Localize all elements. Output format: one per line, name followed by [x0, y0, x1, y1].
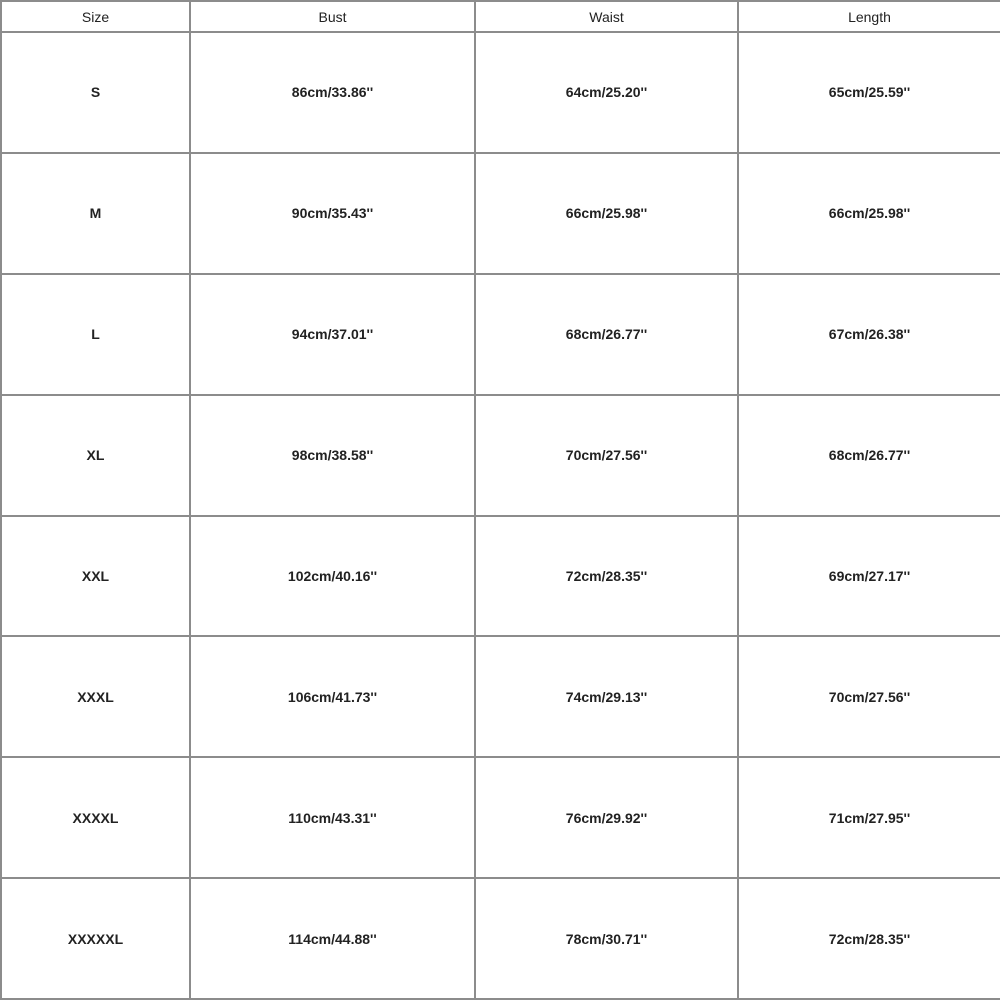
header-waist: Waist	[475, 1, 738, 32]
size-cell: M	[1, 153, 190, 274]
bust-cell: 94cm/37.01''	[190, 274, 475, 395]
length-cell: 71cm/27.95''	[738, 757, 1000, 878]
table-row	[1, 274, 1000, 395]
table-row	[1, 395, 1000, 516]
size-cell: XL	[1, 395, 190, 516]
waist-cell: 68cm/26.77''	[475, 274, 738, 395]
waist-cell: 78cm/30.71''	[475, 878, 738, 999]
bust-cell: 98cm/38.58''	[190, 395, 475, 516]
waist-cell: 66cm/25.98''	[475, 153, 738, 274]
waist-cell: 76cm/29.92''	[475, 757, 738, 878]
table-row	[1, 636, 1000, 757]
waist-cell: 72cm/28.35''	[475, 516, 738, 637]
bust-cell: 90cm/35.43''	[190, 153, 475, 274]
length-cell: 72cm/28.35''	[738, 878, 1000, 999]
waist-cell: 74cm/29.13''	[475, 636, 738, 757]
waist-cell: 64cm/25.20''	[475, 32, 738, 153]
header-bust: Bust	[190, 1, 475, 32]
table-row	[1, 516, 1000, 637]
header-row	[1, 1, 1000, 32]
size-cell: S	[1, 32, 190, 153]
length-cell: 70cm/27.56''	[738, 636, 1000, 757]
bust-cell: 102cm/40.16''	[190, 516, 475, 637]
size-cell: XXL	[1, 516, 190, 637]
bust-cell: 114cm/44.88''	[190, 878, 475, 999]
table-row	[1, 757, 1000, 878]
table-row	[1, 878, 1000, 999]
size-cell: L	[1, 274, 190, 395]
length-cell: 66cm/25.98''	[738, 153, 1000, 274]
bust-cell: 86cm/33.86''	[190, 32, 475, 153]
length-cell: 68cm/26.77''	[738, 395, 1000, 516]
size-cell: XXXXXL	[1, 878, 190, 999]
table-row	[1, 32, 1000, 153]
waist-cell: 70cm/27.56''	[475, 395, 738, 516]
length-cell: 67cm/26.38''	[738, 274, 1000, 395]
size-cell: XXXXL	[1, 757, 190, 878]
header-size: Size	[1, 1, 190, 32]
size-cell: XXXL	[1, 636, 190, 757]
bust-cell: 110cm/43.31''	[190, 757, 475, 878]
header-length: Length	[738, 1, 1000, 32]
length-cell: 69cm/27.17''	[738, 516, 1000, 637]
table-row	[1, 153, 1000, 274]
length-cell: 65cm/25.59''	[738, 32, 1000, 153]
bust-cell: 106cm/41.73''	[190, 636, 475, 757]
